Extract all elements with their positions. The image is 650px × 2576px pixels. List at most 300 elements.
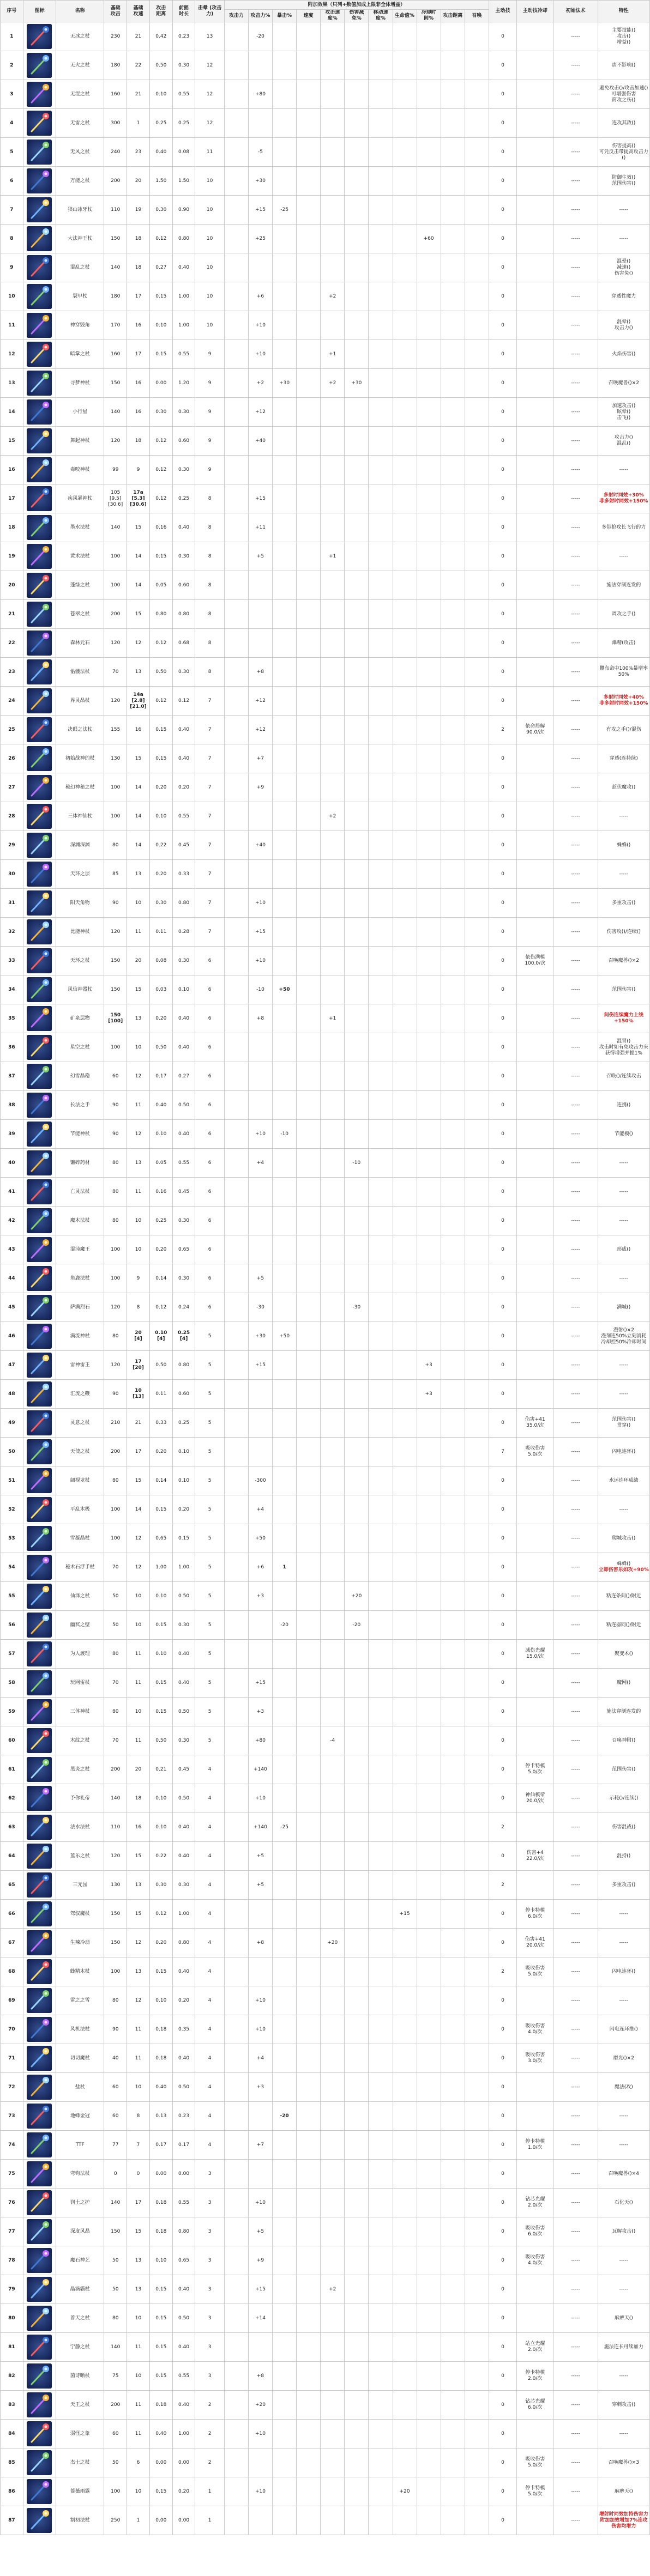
cell-14 xyxy=(441,1524,465,1553)
cell-4: 6 xyxy=(195,1235,224,1264)
cell-10 xyxy=(345,889,369,918)
cell-16: 0 xyxy=(489,744,517,773)
weapon-icon-cell xyxy=(23,1293,56,1322)
cell-3: 0.30 xyxy=(172,542,195,571)
table-row xyxy=(1,138,650,167)
cell-11 xyxy=(369,2477,393,2506)
cell-10 xyxy=(345,51,369,80)
cell-6: +15 xyxy=(248,1669,272,1698)
cell-13 xyxy=(417,1871,441,1900)
cell-6 xyxy=(248,1033,272,1062)
cell-7 xyxy=(273,22,297,51)
staff-icon xyxy=(27,197,52,222)
cell-3: 0.65 xyxy=(172,2246,195,2275)
feature-text: 攻击力() 混乱() xyxy=(614,435,633,446)
cell-6: +10 xyxy=(248,889,272,918)
table-row xyxy=(1,658,650,687)
weapon-name: 切切魔杖 xyxy=(56,2044,104,2073)
cell-10 xyxy=(345,1178,369,1207)
cell-9 xyxy=(321,2506,345,2535)
weapon-icon-cell xyxy=(23,22,56,51)
weapon-name: 三体神杖 xyxy=(56,1698,104,1726)
cell-10 xyxy=(345,253,369,282)
cell-7: -20 xyxy=(273,1611,297,1640)
cell-9 xyxy=(321,716,345,744)
weapon-icon-cell xyxy=(23,1120,56,1149)
cell-17 xyxy=(517,1698,553,1726)
cell-13 xyxy=(417,1986,441,2015)
cell-16: 0 xyxy=(489,975,517,1004)
cell-4: 12 xyxy=(195,109,224,138)
cell-13 xyxy=(417,2073,441,2102)
cell-7 xyxy=(273,1669,297,1698)
cell-12 xyxy=(393,1784,417,1813)
cell-14 xyxy=(441,687,465,716)
cell-3: 1.00 xyxy=(172,1900,195,1929)
row-index: 22 xyxy=(1,629,23,658)
cell-2: 0.15 xyxy=(149,744,172,773)
staff-icon xyxy=(27,1930,52,1955)
cell-8 xyxy=(297,2015,321,2044)
cell-5 xyxy=(224,1235,248,1264)
cell-13 xyxy=(417,975,441,1004)
cell-9 xyxy=(321,687,345,716)
cell-16: 0 xyxy=(489,1033,517,1062)
cell-5 xyxy=(224,1784,248,1813)
cell-17 xyxy=(517,1264,553,1293)
cell-7 xyxy=(273,1495,297,1524)
cell-16: 0 xyxy=(489,2131,517,2160)
cell-6: +10 xyxy=(248,1120,272,1149)
cell-15 xyxy=(465,138,489,167)
weapon-name: 墨水法杖 xyxy=(56,513,104,542)
cell-13 xyxy=(417,311,441,340)
cell-0: 140 xyxy=(104,253,127,282)
cell-0: 100 xyxy=(104,542,127,571)
row-index: 43 xyxy=(1,1235,23,1264)
cell-17 xyxy=(517,1524,553,1553)
cell-1: 20 xyxy=(127,167,150,196)
feature-text: ----- xyxy=(619,207,628,213)
cell-8 xyxy=(297,456,321,484)
row-index: 69 xyxy=(1,1986,23,2015)
cell-13 xyxy=(417,600,441,629)
cell-14 xyxy=(441,802,465,831)
cell-7 xyxy=(273,1582,297,1611)
cell-4: 10 xyxy=(195,311,224,340)
cell-10 xyxy=(345,947,369,975)
cell-0: 120 xyxy=(104,629,127,658)
cell-17 xyxy=(517,2420,553,2448)
weapon-feature xyxy=(598,2131,649,2160)
header-mana: 初始法术 xyxy=(553,1,598,22)
cell-4: 6 xyxy=(195,1264,224,1293)
table-row xyxy=(1,2333,650,2362)
cell-18: ----- xyxy=(553,1033,598,1062)
weapon-feature xyxy=(598,1207,649,1235)
cell-4: 5 xyxy=(195,1611,224,1640)
cell-11 xyxy=(369,831,393,860)
weapon-name: 森林元石 xyxy=(56,629,104,658)
weapon-name: 天王之杖 xyxy=(56,2391,104,2420)
cell-6: +40 xyxy=(248,831,272,860)
cell-16: 0 xyxy=(489,51,517,80)
cell-8 xyxy=(297,1611,321,1640)
cell-15 xyxy=(465,2420,489,2448)
cell-11 xyxy=(369,1495,393,1524)
cell-2: 0.10 xyxy=(149,1813,172,1842)
cell-6: +14 xyxy=(248,2304,272,2333)
weapon-feature xyxy=(598,1582,649,1611)
cell-3: 0.30 xyxy=(172,658,195,687)
weapon-feature xyxy=(598,340,649,369)
cell-9 xyxy=(321,1235,345,1264)
feature-text: 麻痹天() xyxy=(614,2315,633,2321)
weapon-icon-cell xyxy=(23,1178,56,1207)
cell-0: 130 xyxy=(104,744,127,773)
weapon-icon-cell xyxy=(23,1726,56,1755)
cell-11 xyxy=(369,571,393,600)
cell-5 xyxy=(224,1698,248,1726)
cell-0: 90 xyxy=(104,889,127,918)
weapon-icon-cell xyxy=(23,716,56,744)
cell-1: 10 xyxy=(127,2477,150,2506)
cell-14 xyxy=(441,1495,465,1524)
cell-2: 0.15 xyxy=(149,340,172,369)
weapon-feature xyxy=(598,600,649,629)
cell-15 xyxy=(465,369,489,398)
weapon-name: 角鹿法杖 xyxy=(56,1264,104,1293)
cell-18: ----- xyxy=(553,2420,598,2448)
cell-7 xyxy=(273,2131,297,2160)
cell-11 xyxy=(369,658,393,687)
cell-17 xyxy=(517,1004,553,1033)
cell-10 xyxy=(345,138,369,167)
table-row xyxy=(1,513,650,542)
staff-icon xyxy=(27,82,52,107)
cell-16: 0 xyxy=(489,484,517,513)
cell-6: +12 xyxy=(248,716,272,744)
cell-2: 0.50 xyxy=(149,51,172,80)
cell-11 xyxy=(369,1351,393,1380)
table-row xyxy=(1,1466,650,1495)
cell-18: ----- xyxy=(553,1409,598,1438)
cell-11 xyxy=(369,1813,393,1842)
cell-4: 5 xyxy=(195,1409,224,1438)
cell-8 xyxy=(297,2217,321,2246)
cell-3: 0.30 xyxy=(172,398,195,427)
cell-5 xyxy=(224,802,248,831)
cell-6: +25 xyxy=(248,225,272,253)
cell-12 xyxy=(393,629,417,658)
cell-6 xyxy=(248,1900,272,1929)
weapon-feature xyxy=(598,1149,649,1178)
cell-10 xyxy=(345,2275,369,2304)
weapon-feature xyxy=(598,1033,649,1062)
cell-2: 0.03 xyxy=(149,975,172,1004)
cell-17 xyxy=(517,225,553,253)
cell-17: 吸收伤害 3.0/次 xyxy=(517,2044,553,2073)
cell-11 xyxy=(369,1293,393,1322)
cell-1: 11 xyxy=(127,2420,150,2448)
cell-14 xyxy=(441,831,465,860)
cell-2: 1.00 xyxy=(149,1553,172,1582)
staff-icon xyxy=(27,775,52,800)
cell-5 xyxy=(224,975,248,1004)
cell-5 xyxy=(224,2362,248,2391)
cell-12 xyxy=(393,1669,417,1698)
table-row xyxy=(1,1611,650,1640)
cell-15 xyxy=(465,542,489,571)
cell-6 xyxy=(248,1178,272,1207)
cell-15 xyxy=(465,1698,489,1726)
weapon-icon-cell xyxy=(23,1091,56,1120)
cell-10 xyxy=(345,456,369,484)
cell-16: 0 xyxy=(489,600,517,629)
cell-7 xyxy=(273,2217,297,2246)
cell-14 xyxy=(441,1149,465,1178)
cell-6: +2 xyxy=(248,369,272,398)
cell-18: ----- xyxy=(553,658,598,687)
weapon-feature xyxy=(598,1091,649,1120)
cell-17 xyxy=(517,253,553,282)
cell-5 xyxy=(224,716,248,744)
cell-17 xyxy=(517,975,553,1004)
cell-6 xyxy=(248,802,272,831)
cell-16: 2 xyxy=(489,1813,517,1842)
staff-icon xyxy=(27,890,52,916)
cell-7 xyxy=(273,2275,297,2304)
table-row xyxy=(1,1813,650,1842)
cell-17 xyxy=(517,2073,553,2102)
table-row xyxy=(1,2131,650,2160)
cell-5 xyxy=(224,1842,248,1871)
weapon-icon-cell xyxy=(23,109,56,138)
feature-text: 周攻之手() xyxy=(612,611,636,617)
cell-13 xyxy=(417,1524,441,1553)
cell-6: +12 xyxy=(248,687,272,716)
cell-2: 0.18 xyxy=(149,2217,172,2246)
weapon-name: 无风之杖 xyxy=(56,138,104,167)
cell-2: 0.15 xyxy=(149,1611,172,1640)
cell-16: 0 xyxy=(489,1004,517,1033)
cell-15 xyxy=(465,1842,489,1871)
weapon-name: 决眼之法杖 xyxy=(56,716,104,744)
cell-2: 0.20 xyxy=(149,860,172,889)
cell-2: 0.20 xyxy=(149,1004,172,1033)
cell-18: ----- xyxy=(553,2333,598,2362)
feature-text: ----- xyxy=(619,2430,628,2436)
row-index: 86 xyxy=(1,2477,23,2506)
row-index: 77 xyxy=(1,2217,23,2246)
cell-15 xyxy=(465,629,489,658)
header-icon: 图标 xyxy=(23,1,56,22)
weapon-name: 疾风暴神杖 xyxy=(56,484,104,513)
cell-13 xyxy=(417,1178,441,1207)
cell-16: 0 xyxy=(489,1582,517,1611)
feature-text: ----- xyxy=(619,1160,628,1166)
weapon-feature xyxy=(598,109,649,138)
cell-0: 170 xyxy=(104,311,127,340)
cell-16: 0 xyxy=(489,1466,517,1495)
cell-8 xyxy=(297,2362,321,2391)
cell-9 xyxy=(321,2073,345,2102)
cell-16: 0 xyxy=(489,456,517,484)
cell-3: 0.60 xyxy=(172,571,195,600)
cell-14 xyxy=(441,1004,465,1033)
cell-3: 0.40 xyxy=(172,1957,195,1986)
weapon-icon-cell xyxy=(23,1322,56,1351)
cell-16: 0 xyxy=(489,2015,517,2044)
cell-13 xyxy=(417,542,441,571)
cell-17 xyxy=(517,1871,553,1900)
cell-5 xyxy=(224,1351,248,1380)
cell-8 xyxy=(297,427,321,456)
cell-12 xyxy=(393,2189,417,2217)
cell-18: ----- xyxy=(553,1495,598,1524)
cell-8 xyxy=(297,1495,321,1524)
staff-icon xyxy=(27,1064,52,1089)
weapon-icon-cell xyxy=(23,975,56,1004)
weapon-name: 汇流之鞭 xyxy=(56,1380,104,1409)
cell-13 xyxy=(417,889,441,918)
cell-2: 0.15 xyxy=(149,716,172,744)
cell-1: 15 xyxy=(127,513,150,542)
weapon-feature xyxy=(598,456,649,484)
feature-text: 穿刺攻击() xyxy=(612,2402,636,2408)
cell-11 xyxy=(369,2246,393,2275)
cell-10: +20 xyxy=(345,1582,369,1611)
cell-13 xyxy=(417,1466,441,1495)
cell-17: 停卡特模 5.0/次 xyxy=(517,2477,553,2506)
weapon-icon-cell xyxy=(23,802,56,831)
cell-1: 14 xyxy=(127,802,150,831)
cell-11 xyxy=(369,167,393,196)
cell-9 xyxy=(321,2160,345,2189)
cell-2: 0.10 xyxy=(149,1120,172,1149)
weapon-name: 裂甲杖 xyxy=(56,282,104,311)
table-row xyxy=(1,716,650,744)
cell-17 xyxy=(517,860,553,889)
cell-17 xyxy=(517,1553,553,1582)
table-row xyxy=(1,196,650,225)
cell-5 xyxy=(224,2477,248,2506)
cell-14 xyxy=(441,1669,465,1698)
cell-9 xyxy=(321,2015,345,2044)
cell-0: 155 xyxy=(104,716,127,744)
cell-15 xyxy=(465,282,489,311)
cell-9 xyxy=(321,513,345,542)
cell-8 xyxy=(297,918,321,947)
cell-10 xyxy=(345,2189,369,2217)
cell-0: 100 xyxy=(104,1495,127,1524)
feature-text: 爬城攻击() xyxy=(612,1535,636,1541)
cell-12 xyxy=(393,427,417,456)
weapon-name: 萨满烈石 xyxy=(56,1293,104,1322)
cell-10 xyxy=(345,513,369,542)
feature-text: ----- xyxy=(619,1506,628,1512)
cell-3: 0.50 xyxy=(172,1784,195,1813)
cell-6: +10 xyxy=(248,947,272,975)
row-index: 82 xyxy=(1,2362,23,2391)
table-row xyxy=(1,2420,650,2448)
cell-4: 3 xyxy=(195,2275,224,2304)
cell-3: 0.40 xyxy=(172,1033,195,1062)
cell-0: 90 xyxy=(104,1120,127,1149)
cell-5 xyxy=(224,1669,248,1698)
cell-13 xyxy=(417,1322,441,1351)
cell-16: 0 xyxy=(489,2189,517,2217)
cell-11 xyxy=(369,918,393,947)
cell-3: 0.15 xyxy=(172,1524,195,1553)
weapon-feature xyxy=(598,2217,649,2246)
cell-6: +5 xyxy=(248,2217,272,2246)
cell-11 xyxy=(369,1640,393,1669)
cell-11 xyxy=(369,1524,393,1553)
table-row xyxy=(1,2073,650,2102)
cell-15 xyxy=(465,1466,489,1495)
cell-5 xyxy=(224,1929,248,1957)
cell-7 xyxy=(273,1264,297,1293)
table-row xyxy=(1,1900,650,1929)
cell-0: 50 xyxy=(104,2448,127,2477)
cell-2: 0.15 xyxy=(149,1669,172,1698)
staff-icon xyxy=(27,1959,52,1984)
cell-15 xyxy=(465,253,489,282)
weapon-icon-cell xyxy=(23,369,56,398)
weapon-name: 三体神仙杖 xyxy=(56,802,104,831)
weapon-icon-cell xyxy=(23,1842,56,1871)
cell-12 xyxy=(393,51,417,80)
feature-text: ----- xyxy=(619,2286,628,2292)
cell-7 xyxy=(273,687,297,716)
row-index: 42 xyxy=(1,1207,23,1235)
cell-3: 0.17 xyxy=(172,2131,195,2160)
weapon-feature xyxy=(598,1698,649,1726)
table-row xyxy=(1,1698,650,1726)
cell-7 xyxy=(273,253,297,282)
cell-4: 10 xyxy=(195,167,224,196)
cell-2: 0.27 xyxy=(149,253,172,282)
cell-12 xyxy=(393,167,417,196)
cell-15 xyxy=(465,167,489,196)
cell-17: 吸收伤害 4.0/次 xyxy=(517,2015,553,2044)
weapon-feature xyxy=(598,1726,649,1755)
cell-13 xyxy=(417,1091,441,1120)
cell-14 xyxy=(441,225,465,253)
staff-icon xyxy=(27,168,52,193)
cell-2: 0.15 xyxy=(149,1698,172,1726)
cell-0: 100 xyxy=(104,773,127,802)
cell-10 xyxy=(345,1235,369,1264)
cell-4: 3 xyxy=(195,2189,224,2217)
cell-9 xyxy=(321,1611,345,1640)
header-effect-7: 生命值% xyxy=(393,10,417,22)
cell-11 xyxy=(369,1871,393,1900)
staff-icon xyxy=(27,1468,52,1493)
cell-12 xyxy=(393,1091,417,1120)
cell-5 xyxy=(224,2506,248,2535)
cell-13 xyxy=(417,80,441,109)
cell-4: 6 xyxy=(195,947,224,975)
cell-0: 130 xyxy=(104,1871,127,1900)
cell-13 xyxy=(417,571,441,600)
cell-11 xyxy=(369,1900,393,1929)
cell-14 xyxy=(441,456,465,484)
staff-icon xyxy=(27,1670,52,1695)
staff-icon xyxy=(27,24,52,49)
cell-14 xyxy=(441,2015,465,2044)
